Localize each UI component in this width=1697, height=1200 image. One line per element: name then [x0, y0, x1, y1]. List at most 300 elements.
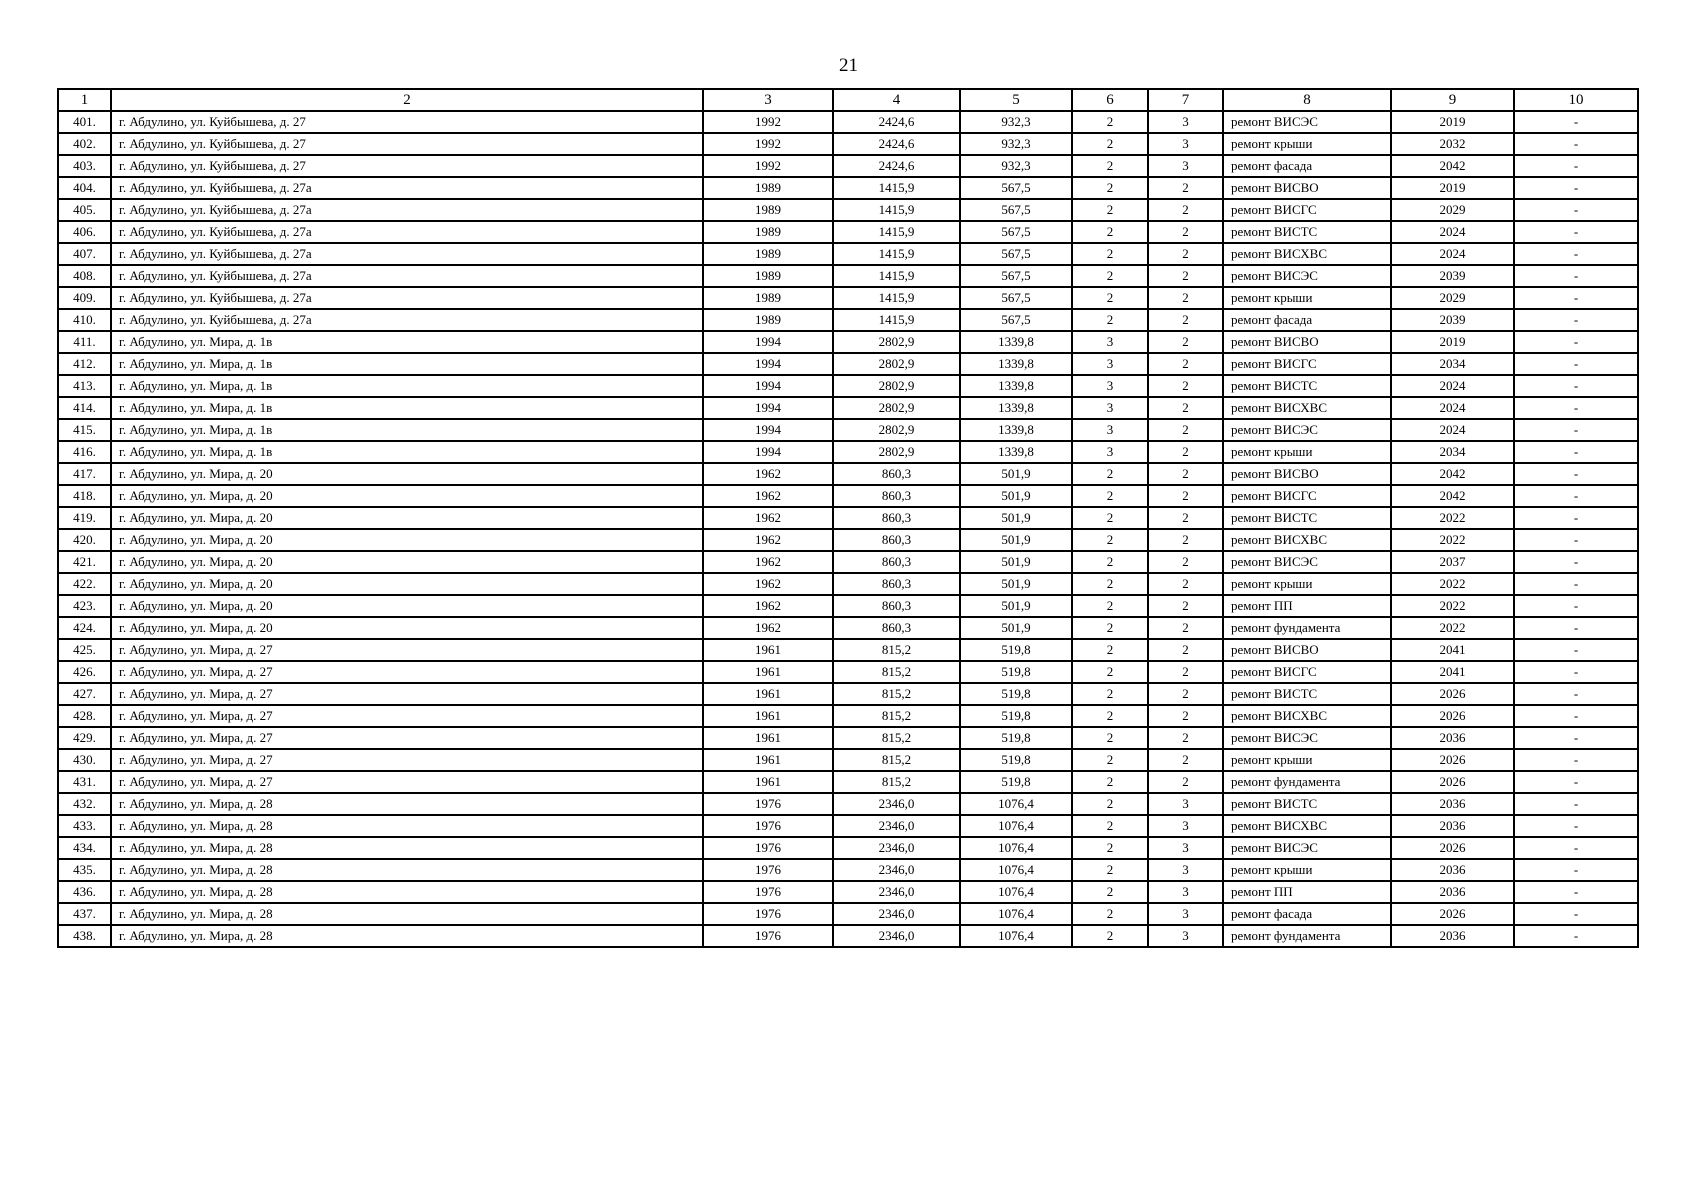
cell-total-area: 2346,0 — [833, 903, 960, 925]
cell-year: 1976 — [703, 815, 833, 837]
cell-year-planned: 2019 — [1391, 177, 1514, 199]
cell-work-type: ремонт ВИСГС — [1223, 199, 1391, 221]
cell-address: г. Абдулино, ул. Мира, д. 27 — [111, 771, 703, 793]
cell-total-area: 2346,0 — [833, 793, 960, 815]
cell-address: г. Абдулино, ул. Мира, д. 1в — [111, 441, 703, 463]
cell-floors: 2 — [1072, 683, 1148, 705]
table-row — [58, 463, 1638, 485]
cell-row-number: 436. — [58, 881, 111, 903]
cell-total-area: 860,3 — [833, 463, 960, 485]
cell-entrances: 2 — [1148, 683, 1223, 705]
cell-row-number: 404. — [58, 177, 111, 199]
table-row — [58, 881, 1638, 903]
cell-address: г. Абдулино, ул. Мира, д. 1в — [111, 397, 703, 419]
cell-year-planned: 2029 — [1391, 199, 1514, 221]
table-row — [58, 551, 1638, 573]
cell-note: - — [1514, 661, 1638, 683]
cell-note: - — [1514, 705, 1638, 727]
cell-total-area: 2802,9 — [833, 419, 960, 441]
cell-row-number: 416. — [58, 441, 111, 463]
cell-floors: 2 — [1072, 727, 1148, 749]
cell-total-area: 860,3 — [833, 485, 960, 507]
cell-year: 1989 — [703, 199, 833, 221]
cell-total-area: 1415,9 — [833, 199, 960, 221]
cell-living-area: 1076,4 — [960, 793, 1072, 815]
cell-total-area: 2346,0 — [833, 881, 960, 903]
cell-address: г. Абдулино, ул. Мира, д. 20 — [111, 595, 703, 617]
cell-year: 1976 — [703, 793, 833, 815]
cell-address: г. Абдулино, ул. Мира, д. 27 — [111, 705, 703, 727]
cell-note: - — [1514, 463, 1638, 485]
table-row — [58, 375, 1638, 397]
cell-address: г. Абдулино, ул. Мира, д. 28 — [111, 925, 703, 947]
cell-entrances: 2 — [1148, 287, 1223, 309]
cell-address: г. Абдулино, ул. Мира, д. 27 — [111, 727, 703, 749]
cell-note: - — [1514, 375, 1638, 397]
cell-address: г. Абдулино, ул. Куйбышева, д. 27а — [111, 199, 703, 221]
table-row — [58, 749, 1638, 771]
cell-floors: 2 — [1072, 221, 1148, 243]
cell-year: 1976 — [703, 837, 833, 859]
cell-living-area: 1339,8 — [960, 419, 1072, 441]
cell-floors: 2 — [1072, 463, 1148, 485]
cell-work-type: ремонт ВИСТС — [1223, 683, 1391, 705]
cell-address: г. Абдулино, ул. Куйбышева, д. 27а — [111, 265, 703, 287]
cell-entrances: 2 — [1148, 221, 1223, 243]
cell-row-number: 427. — [58, 683, 111, 705]
cell-year: 1961 — [703, 749, 833, 771]
cell-note: - — [1514, 551, 1638, 573]
cell-year: 1962 — [703, 529, 833, 551]
cell-note: - — [1514, 683, 1638, 705]
cell-entrances: 2 — [1148, 639, 1223, 661]
cell-work-type: ремонт крыши — [1223, 573, 1391, 595]
cell-address: г. Абдулино, ул. Мира, д. 27 — [111, 749, 703, 771]
cell-floors: 2 — [1072, 529, 1148, 551]
table-row — [58, 529, 1638, 551]
cell-note: - — [1514, 221, 1638, 243]
cell-living-area: 1339,8 — [960, 397, 1072, 419]
cell-living-area: 567,5 — [960, 243, 1072, 265]
cell-living-area: 1076,4 — [960, 837, 1072, 859]
cell-address: г. Абдулино, ул. Мира, д. 27 — [111, 683, 703, 705]
cell-year-planned: 2024 — [1391, 221, 1514, 243]
table-row — [58, 265, 1638, 287]
cell-year: 1994 — [703, 441, 833, 463]
cell-living-area: 1076,4 — [960, 815, 1072, 837]
cell-address: г. Абдулино, ул. Мира, д. 20 — [111, 507, 703, 529]
table-row — [58, 661, 1638, 683]
cell-address: г. Абдулино, ул. Куйбышева, д. 27 — [111, 133, 703, 155]
cell-total-area: 1415,9 — [833, 177, 960, 199]
cell-row-number: 429. — [58, 727, 111, 749]
cell-total-area: 815,2 — [833, 705, 960, 727]
cell-year-planned: 2041 — [1391, 639, 1514, 661]
cell-address: г. Абдулино, ул. Мира, д. 20 — [111, 529, 703, 551]
cell-work-type: ремонт ВИСХВС — [1223, 705, 1391, 727]
cell-year: 1961 — [703, 771, 833, 793]
cell-total-area: 1415,9 — [833, 309, 960, 331]
cell-floors: 2 — [1072, 155, 1148, 177]
cell-total-area: 860,3 — [833, 529, 960, 551]
cell-year-planned: 2037 — [1391, 551, 1514, 573]
cell-total-area: 815,2 — [833, 749, 960, 771]
cell-living-area: 1339,8 — [960, 375, 1072, 397]
column-header-7: 7 — [1148, 89, 1223, 111]
cell-living-area: 567,5 — [960, 199, 1072, 221]
cell-living-area: 501,9 — [960, 551, 1072, 573]
table-row — [58, 177, 1638, 199]
table-body — [58, 111, 1638, 947]
cell-row-number: 421. — [58, 551, 111, 573]
column-header-2: 2 — [111, 89, 703, 111]
cell-floors: 2 — [1072, 661, 1148, 683]
cell-total-area: 2346,0 — [833, 837, 960, 859]
cell-note: - — [1514, 771, 1638, 793]
cell-entrances: 2 — [1148, 771, 1223, 793]
column-header-4: 4 — [833, 89, 960, 111]
cell-year: 1989 — [703, 309, 833, 331]
cell-entrances: 3 — [1148, 837, 1223, 859]
cell-note: - — [1514, 133, 1638, 155]
cell-entrances: 2 — [1148, 595, 1223, 617]
cell-living-area: 1339,8 — [960, 441, 1072, 463]
cell-row-number: 422. — [58, 573, 111, 595]
table-row — [58, 221, 1638, 243]
cell-note: - — [1514, 353, 1638, 375]
cell-address: г. Абдулино, ул. Мира, д. 28 — [111, 815, 703, 837]
cell-total-area: 2346,0 — [833, 815, 960, 837]
cell-row-number: 405. — [58, 199, 111, 221]
cell-year-planned: 2026 — [1391, 771, 1514, 793]
table-row — [58, 859, 1638, 881]
cell-total-area: 815,2 — [833, 771, 960, 793]
cell-floors: 2 — [1072, 111, 1148, 133]
cell-year-planned: 2026 — [1391, 903, 1514, 925]
cell-address: г. Абдулино, ул. Мира, д. 20 — [111, 617, 703, 639]
cell-entrances: 2 — [1148, 529, 1223, 551]
cell-row-number: 409. — [58, 287, 111, 309]
cell-note: - — [1514, 617, 1638, 639]
cell-entrances: 2 — [1148, 265, 1223, 287]
cell-work-type: ремонт ВИСЭС — [1223, 727, 1391, 749]
cell-row-number: 425. — [58, 639, 111, 661]
cell-year: 1962 — [703, 485, 833, 507]
cell-year-planned: 2022 — [1391, 529, 1514, 551]
cell-living-area: 1076,4 — [960, 925, 1072, 947]
cell-floors: 3 — [1072, 397, 1148, 419]
cell-note: - — [1514, 859, 1638, 881]
cell-year-planned: 2024 — [1391, 243, 1514, 265]
cell-note: - — [1514, 111, 1638, 133]
cell-year: 1962 — [703, 617, 833, 639]
cell-address: г. Абдулино, ул. Мира, д. 28 — [111, 837, 703, 859]
cell-work-type: ремонт ВИСЭС — [1223, 837, 1391, 859]
cell-note: - — [1514, 727, 1638, 749]
table-row — [58, 199, 1638, 221]
cell-living-area: 519,8 — [960, 661, 1072, 683]
cell-work-type: ремонт ВИСГС — [1223, 485, 1391, 507]
table-row — [58, 639, 1638, 661]
cell-entrances: 2 — [1148, 243, 1223, 265]
cell-living-area: 501,9 — [960, 529, 1072, 551]
cell-year-planned: 2039 — [1391, 309, 1514, 331]
cell-work-type: ремонт ВИСХВС — [1223, 397, 1391, 419]
cell-total-area: 860,3 — [833, 595, 960, 617]
cell-row-number: 435. — [58, 859, 111, 881]
cell-row-number: 434. — [58, 837, 111, 859]
table-row — [58, 111, 1638, 133]
table-header — [58, 89, 1638, 111]
cell-total-area: 815,2 — [833, 661, 960, 683]
cell-total-area: 2802,9 — [833, 441, 960, 463]
cell-note: - — [1514, 441, 1638, 463]
table-row — [58, 155, 1638, 177]
cell-work-type: ремонт ВИСТС — [1223, 793, 1391, 815]
table-row — [58, 309, 1638, 331]
cell-floors: 2 — [1072, 617, 1148, 639]
cell-address: г. Абдулино, ул. Мира, д. 1в — [111, 419, 703, 441]
table-row — [58, 837, 1638, 859]
cell-work-type: ремонт ВИСЭС — [1223, 551, 1391, 573]
cell-row-number: 414. — [58, 397, 111, 419]
cell-work-type: ремонт ВИСВО — [1223, 463, 1391, 485]
cell-note: - — [1514, 155, 1638, 177]
cell-year-planned: 2032 — [1391, 133, 1514, 155]
cell-total-area: 815,2 — [833, 727, 960, 749]
cell-work-type: ремонт фундамента — [1223, 925, 1391, 947]
cell-floors: 2 — [1072, 243, 1148, 265]
cell-year: 1961 — [703, 661, 833, 683]
cell-floors: 2 — [1072, 485, 1148, 507]
cell-entrances: 3 — [1148, 155, 1223, 177]
cell-total-area: 2802,9 — [833, 331, 960, 353]
cell-work-type: ремонт ВИСВО — [1223, 177, 1391, 199]
table-row — [58, 595, 1638, 617]
cell-floors: 3 — [1072, 353, 1148, 375]
cell-floors: 2 — [1072, 749, 1148, 771]
cell-year: 1994 — [703, 397, 833, 419]
cell-address: г. Абдулино, ул. Мира, д. 20 — [111, 485, 703, 507]
cell-address: г. Абдулино, ул. Мира, д. 20 — [111, 551, 703, 573]
cell-year-planned: 2036 — [1391, 727, 1514, 749]
cell-year-planned: 2042 — [1391, 463, 1514, 485]
cell-year-planned: 2026 — [1391, 749, 1514, 771]
cell-floors: 3 — [1072, 419, 1148, 441]
cell-living-area: 932,3 — [960, 111, 1072, 133]
cell-year: 1961 — [703, 639, 833, 661]
cell-address: г. Абдулино, ул. Мира, д. 28 — [111, 793, 703, 815]
cell-floors: 2 — [1072, 771, 1148, 793]
cell-floors: 2 — [1072, 573, 1148, 595]
page-number: 21 — [839, 55, 858, 76]
cell-work-type: ремонт ВИСЭС — [1223, 419, 1391, 441]
cell-living-area: 501,9 — [960, 617, 1072, 639]
cell-living-area: 567,5 — [960, 309, 1072, 331]
column-header-6: 6 — [1072, 89, 1148, 111]
cell-year-planned: 2036 — [1391, 881, 1514, 903]
cell-year-planned: 2034 — [1391, 353, 1514, 375]
cell-entrances: 2 — [1148, 331, 1223, 353]
table-row — [58, 441, 1638, 463]
cell-floors: 2 — [1072, 177, 1148, 199]
cell-year: 1994 — [703, 353, 833, 375]
table-row — [58, 683, 1638, 705]
cell-note: - — [1514, 331, 1638, 353]
cell-total-area: 1415,9 — [833, 243, 960, 265]
cell-address: г. Абдулино, ул. Куйбышева, д. 27а — [111, 287, 703, 309]
cell-row-number: 410. — [58, 309, 111, 331]
cell-total-area: 860,3 — [833, 573, 960, 595]
cell-entrances: 2 — [1148, 485, 1223, 507]
column-header-5: 5 — [960, 89, 1072, 111]
cell-work-type: ремонт ВИСТС — [1223, 221, 1391, 243]
cell-total-area: 2802,9 — [833, 353, 960, 375]
cell-entrances: 2 — [1148, 551, 1223, 573]
column-header-1: 1 — [58, 89, 111, 111]
cell-note: - — [1514, 639, 1638, 661]
cell-work-type: ремонт ВИСТС — [1223, 375, 1391, 397]
cell-note: - — [1514, 287, 1638, 309]
cell-note: - — [1514, 397, 1638, 419]
cell-total-area: 1415,9 — [833, 265, 960, 287]
cell-total-area: 1415,9 — [833, 287, 960, 309]
cell-year: 1976 — [703, 925, 833, 947]
cell-year: 1976 — [703, 903, 833, 925]
table-row — [58, 727, 1638, 749]
cell-row-number: 401. — [58, 111, 111, 133]
cell-living-area: 501,9 — [960, 507, 1072, 529]
cell-entrances: 3 — [1148, 859, 1223, 881]
cell-work-type: ремонт ВИСВО — [1223, 331, 1391, 353]
cell-work-type: ремонт крыши — [1223, 133, 1391, 155]
table-row — [58, 287, 1638, 309]
cell-year-planned: 2022 — [1391, 617, 1514, 639]
cell-floors: 2 — [1072, 309, 1148, 331]
cell-entrances: 2 — [1148, 309, 1223, 331]
cell-row-number: 411. — [58, 331, 111, 353]
cell-row-number: 428. — [58, 705, 111, 727]
cell-living-area: 567,5 — [960, 221, 1072, 243]
header-row — [58, 89, 1638, 111]
cell-living-area: 501,9 — [960, 595, 1072, 617]
cell-address: г. Абдулино, ул. Мира, д. 20 — [111, 573, 703, 595]
cell-address: г. Абдулино, ул. Мира, д. 27 — [111, 639, 703, 661]
cell-note: - — [1514, 749, 1638, 771]
cell-year: 1962 — [703, 463, 833, 485]
cell-note: - — [1514, 815, 1638, 837]
table-row — [58, 925, 1638, 947]
cell-floors: 2 — [1072, 859, 1148, 881]
cell-floors: 2 — [1072, 925, 1148, 947]
cell-row-number: 423. — [58, 595, 111, 617]
cell-work-type: ремонт крыши — [1223, 441, 1391, 463]
cell-entrances: 3 — [1148, 815, 1223, 837]
cell-entrances: 2 — [1148, 507, 1223, 529]
cell-work-type: ремонт ВИСХВС — [1223, 529, 1391, 551]
cell-note: - — [1514, 265, 1638, 287]
cell-address: г. Абдулино, ул. Мира, д. 1в — [111, 331, 703, 353]
cell-floors: 2 — [1072, 815, 1148, 837]
cell-year-planned: 2024 — [1391, 419, 1514, 441]
cell-entrances: 3 — [1148, 925, 1223, 947]
cell-row-number: 424. — [58, 617, 111, 639]
cell-note: - — [1514, 793, 1638, 815]
cell-year-planned: 2041 — [1391, 661, 1514, 683]
cell-living-area: 567,5 — [960, 265, 1072, 287]
cell-total-area: 860,3 — [833, 507, 960, 529]
cell-entrances: 3 — [1148, 793, 1223, 815]
cell-living-area: 519,8 — [960, 727, 1072, 749]
cell-total-area: 2346,0 — [833, 859, 960, 881]
cell-floors: 2 — [1072, 287, 1148, 309]
cell-note: - — [1514, 925, 1638, 947]
cell-floors: 2 — [1072, 595, 1148, 617]
cell-entrances: 2 — [1148, 573, 1223, 595]
cell-row-number: 408. — [58, 265, 111, 287]
cell-row-number: 418. — [58, 485, 111, 507]
cell-total-area: 2802,9 — [833, 375, 960, 397]
cell-address: г. Абдулино, ул. Мира, д. 1в — [111, 353, 703, 375]
cell-entrances: 3 — [1148, 903, 1223, 925]
cell-living-area: 501,9 — [960, 463, 1072, 485]
cell-living-area: 932,3 — [960, 155, 1072, 177]
cell-row-number: 432. — [58, 793, 111, 815]
cell-entrances: 3 — [1148, 133, 1223, 155]
cell-total-area: 1415,9 — [833, 221, 960, 243]
cell-floors: 2 — [1072, 133, 1148, 155]
cell-year-planned: 2036 — [1391, 925, 1514, 947]
cell-row-number: 419. — [58, 507, 111, 529]
cell-row-number: 403. — [58, 155, 111, 177]
cell-living-area: 1076,4 — [960, 859, 1072, 881]
table-row — [58, 617, 1638, 639]
cell-total-area: 815,2 — [833, 639, 960, 661]
cell-row-number: 417. — [58, 463, 111, 485]
cell-entrances: 2 — [1148, 463, 1223, 485]
cell-year-planned: 2026 — [1391, 683, 1514, 705]
cell-address: г. Абдулино, ул. Куйбышева, д. 27а — [111, 177, 703, 199]
cell-living-area: 1339,8 — [960, 331, 1072, 353]
cell-year-planned: 2036 — [1391, 815, 1514, 837]
cell-address: г. Абдулино, ул. Куйбышева, д. 27а — [111, 221, 703, 243]
cell-entrances: 2 — [1148, 375, 1223, 397]
table-row — [58, 705, 1638, 727]
cell-year-planned: 2036 — [1391, 859, 1514, 881]
cell-year: 1962 — [703, 573, 833, 595]
cell-entrances: 3 — [1148, 881, 1223, 903]
cell-entrances: 2 — [1148, 441, 1223, 463]
cell-year: 1994 — [703, 331, 833, 353]
data-table — [57, 88, 1639, 948]
cell-year: 1994 — [703, 375, 833, 397]
cell-note: - — [1514, 881, 1638, 903]
cell-total-area: 2346,0 — [833, 925, 960, 947]
table-row — [58, 353, 1638, 375]
cell-year-planned: 2024 — [1391, 375, 1514, 397]
cell-address: г. Абдулино, ул. Куйбышева, д. 27 — [111, 155, 703, 177]
cell-note: - — [1514, 507, 1638, 529]
cell-total-area: 860,3 — [833, 551, 960, 573]
table-row — [58, 331, 1638, 353]
cell-entrances: 2 — [1148, 705, 1223, 727]
cell-floors: 2 — [1072, 793, 1148, 815]
cell-year: 1989 — [703, 221, 833, 243]
cell-floors: 2 — [1072, 507, 1148, 529]
cell-total-area: 2424,6 — [833, 111, 960, 133]
cell-living-area: 1076,4 — [960, 881, 1072, 903]
cell-year-planned: 2026 — [1391, 837, 1514, 859]
